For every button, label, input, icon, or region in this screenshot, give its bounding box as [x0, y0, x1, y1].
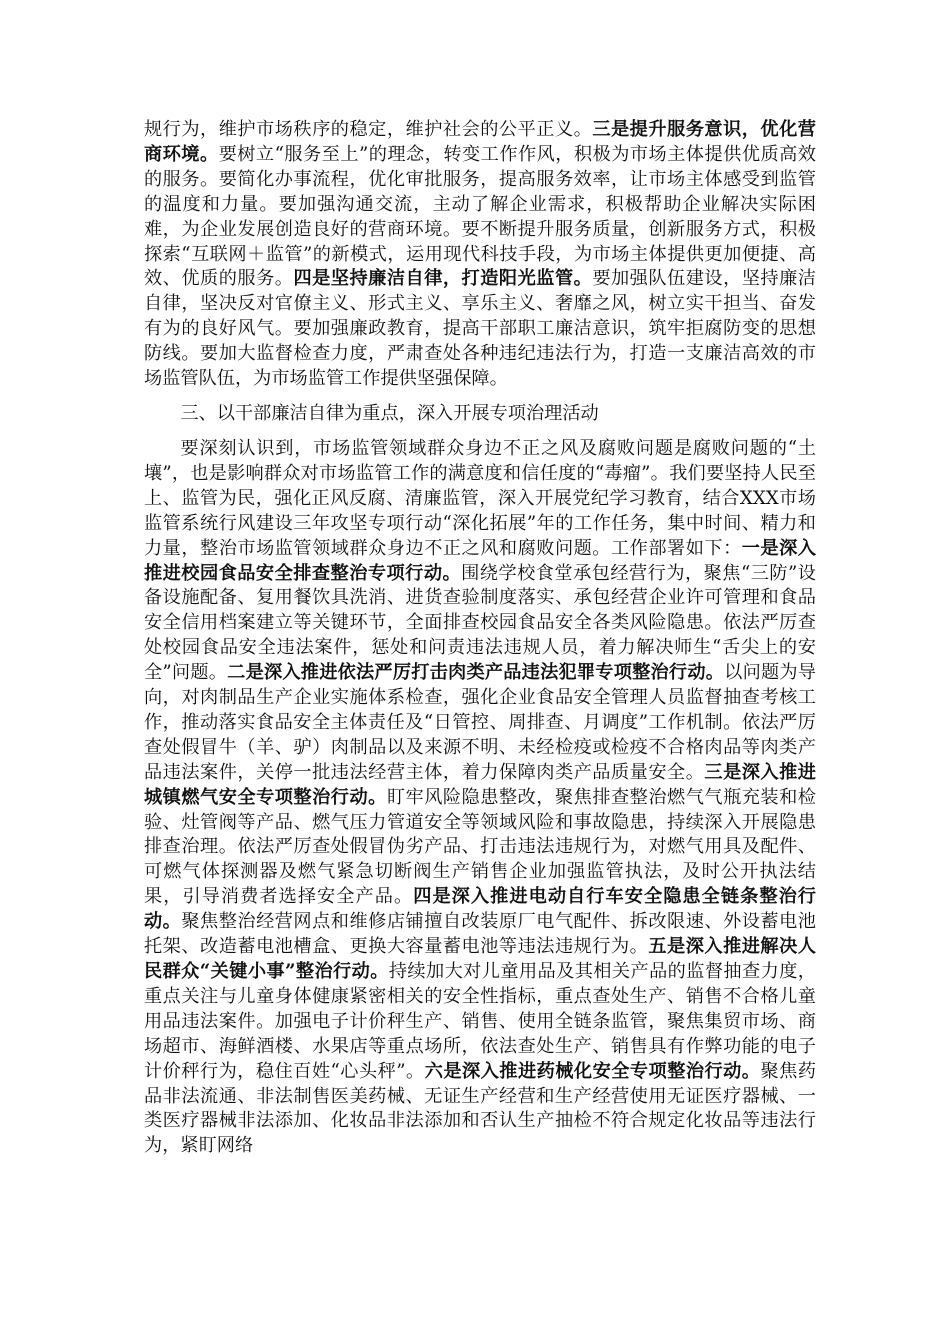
paragraph-text: 持续加大对儿童用品及其相关产品的监督抽查力度，重点关注与儿童身体健康紧密相关的安全性指标，重点查处生产、销售不合格儿童用品违法案件。加强电子计价秤生产、销售、使用全链条监管，聚焦集贸市场、商场超市、海鲜酒楼、水果店等重点场所，依法查处生产、销售具有作弊功能的电子计价秤行为，稳住百姓“心头秤”。: [144, 961, 816, 1082]
section-heading: [144, 401, 816, 427]
body-paragraph: [144, 437, 816, 1159]
paragraph-text: 聚焦药品非法流通、非法制售医美药械、无证生产经营和生产经营使用无证医疗器械、一类医疗器械非法添加、化妆品非法添加和否认生产抽检不符合规定化妆品等违法行为，紧盯网络: [144, 1060, 816, 1157]
paragraph-text: 要深刻认识到，市场监管领域群众身边不正之风及腐败问题是腐败问题的“土壤”，也是影响群众对市场监管工作的满意度和信任度的“毒瘤”。我们要坚持人民至上、监管为民，强化正风反腐、清廉监管，深入开展党纪学习教育，结合XXX市场监管系统行风建设三年攻坚专项行动“深化拓展”年的工作任务，集中时间、精力和力量，整治市场监管领域群众身边不正之风和腐败问题。工作部署如下：: [144, 437, 816, 559]
document-body: [144, 118, 816, 1159]
paragraph-text: 围绕学校食堂承包经营行为，聚焦“三防”设备设施配备、复用餐饮具洗消、进货查验制度落实、承包经营企业许可管理和食品安全信用档案建立等关键环节，全面排查校园食品安全各类风险隐患。依法严厉查处校园食品安全违法案件，惩处和问责违法违规人员，着力解决师生“舌尖上的安全”问题。: [144, 562, 816, 684]
bold-lead-phrase: 二是深入推进依法严厉打击肉类产品违法犯罪专项整治行动。: [227, 662, 725, 684]
paragraph-text: 要加强队伍建设，坚持廉洁自律，坚决反对官僚主义、形式主义、享乐主义、奢靡之风，树立实干担当、奋发有为的良好风气。要加强廉政教育，提高干部职工廉洁意识，筑牢拒腐防变的思想防线。要加大监督检查力度，严肃查处各种违纪违法行为，打造一支廉洁高效的市场监管队伍，为市场监管工作提供坚强保障。: [144, 268, 816, 390]
bold-lead-phrase: 四是深入推进电动自行车安全隐患全链条整治行动。: [144, 886, 816, 933]
bold-lead-phrase: 三是深入推进城镇燃气安全专项整治行动。: [144, 761, 816, 808]
paragraph-text: 盯牢风险隐患整改，聚焦排查整治燃气气瓶充装和检验、灶管阀等产品、燃气压力管道安全等领域风险和事故隐患，持续深入开展隐患排查治理。依法严厉查处假冒伪劣产品、打击违法违规行为，对燃气用具及配件、可燃气体探测器及燃气紧急切断阀生产销售企业加强监管执法，及时公开执法结果，引导消费者选择安全产品。: [144, 786, 816, 908]
bold-lead-phrase: 一是深入推进校园食品安全排查整治专项行动。: [144, 537, 816, 584]
paragraph-text: 三、以干部廉洁自律为重点，深入开展专项治理活动: [180, 402, 599, 424]
bold-lead-phrase: 三是提升服务意识，优化营商环境。: [144, 119, 816, 165]
bold-lead-phrase: 六是深入推进药械化安全专项整治行动。: [424, 1060, 761, 1082]
body-paragraph: [144, 118, 816, 392]
bold-lead-phrase: 五是深入推进解决人民群众“关键小事”整治行动。: [144, 936, 816, 982]
paragraph-text: 要树立“服务至上”的理念，转变工作作风，积极为市场主体提供优质高效的服务。要简化办事流程，优化审批服务，提高服务效率，让市场主体感受到监管的温度和力量。要加强沟通交流，主动了解企业需求，积极帮助企业解决实际困难，为企业发展创造良好的营商环境。要不断提升服务质量，创新服务方式，积极探索“互联网＋监管”的新模式，运用现代科技手段，为市场主体提供更加便捷、高效、优质的服务。: [144, 143, 816, 290]
bold-lead-phrase: 四是坚持廉洁自律，打造阳光监管。: [293, 268, 593, 290]
paragraph-text: 聚焦整治经营网点和维修店铺擅自改装原厂电气配件、拆改限速、外设蓄电池托架、改造蓄电池槽盒、更换大容量蓄电池等违法违规行为。: [144, 911, 816, 958]
paragraph-text: 以问题为导向，对肉制品生产企业实施体系检查，强化企业食品安全管理人员监督抽查考核工作，推动落实食品安全主体责任及“日管控、周排查、月调度”工作机制。依法严厉查处假冒牛（羊、驴）肉制品以及来源不明、未经检疫或检疫不合格肉品等肉类产品违法案件，关停一批违法经营主体，着力保障肉类产品质量安全。: [144, 662, 816, 783]
paragraph-text: 规行为，维护市场秩序的稳定，维护社会的公平正义。: [144, 119, 593, 140]
